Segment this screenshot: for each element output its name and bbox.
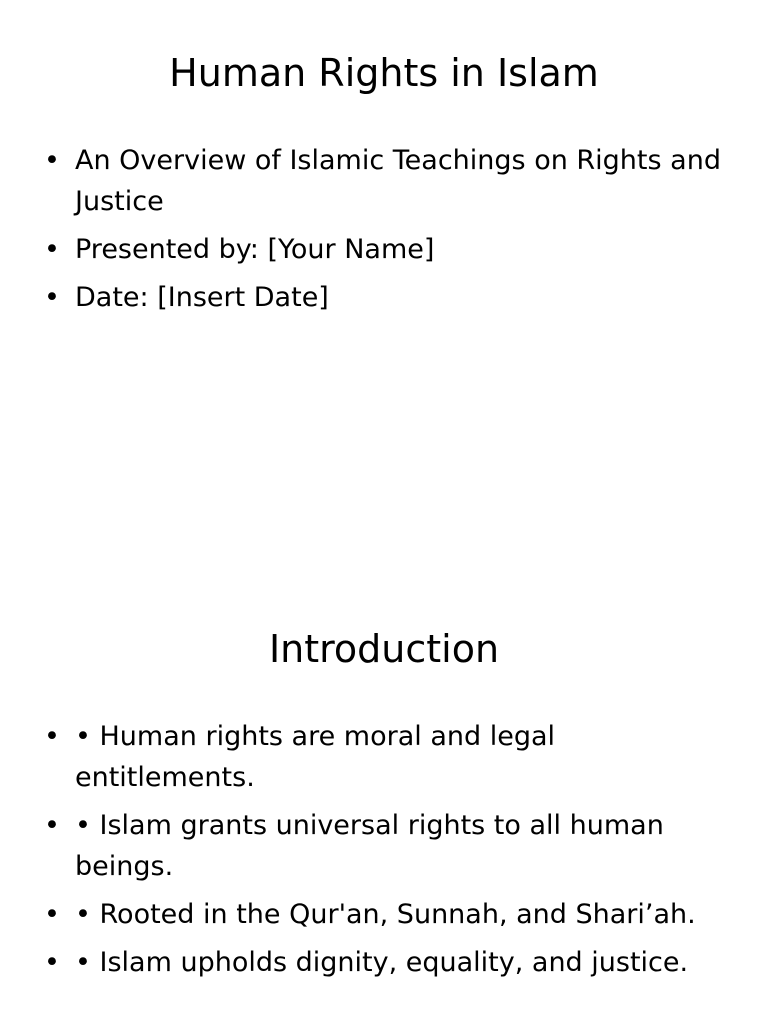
list-item bbox=[44, 805, 724, 887]
list-item bbox=[44, 716, 724, 798]
list-item bbox=[44, 942, 724, 983]
bullet-text: • Rooted in the Qur'an, Sunnah, and Shari’ah. bbox=[75, 899, 696, 930]
bullet-text: Presented by: [Your Name] bbox=[75, 234, 435, 265]
bullet-list bbox=[44, 716, 724, 990]
bullet-icon: • bbox=[44, 810, 60, 841]
bullet-text: An Overview of Islamic Teachings on Rights and Justice bbox=[75, 145, 721, 217]
bullet-icon: • bbox=[44, 234, 60, 265]
slide-title: Introduction bbox=[268, 627, 500, 671]
bullet-icon: • bbox=[44, 899, 60, 930]
list-item bbox=[44, 894, 724, 935]
bullet-text: Date: [Insert Date] bbox=[75, 282, 329, 313]
bullet-text: • Islam grants universal rights to all human beings. bbox=[75, 810, 664, 882]
bullet-icon: • bbox=[44, 282, 60, 313]
bullet-icon: • bbox=[44, 145, 60, 176]
slide-introduction bbox=[0, 576, 768, 1024]
bullet-text: • Islam upholds dignity, equality, and justice. bbox=[75, 947, 689, 978]
bullet-list bbox=[44, 140, 724, 325]
list-item bbox=[44, 140, 724, 222]
bullet-icon: • bbox=[44, 947, 60, 978]
slide-title: Human Rights in Islam bbox=[169, 51, 599, 95]
list-item bbox=[44, 277, 724, 318]
bullet-icon: • bbox=[44, 721, 60, 752]
list-item bbox=[44, 229, 724, 270]
bullet-text: • Human rights are moral and legal entitlements. bbox=[75, 721, 556, 793]
